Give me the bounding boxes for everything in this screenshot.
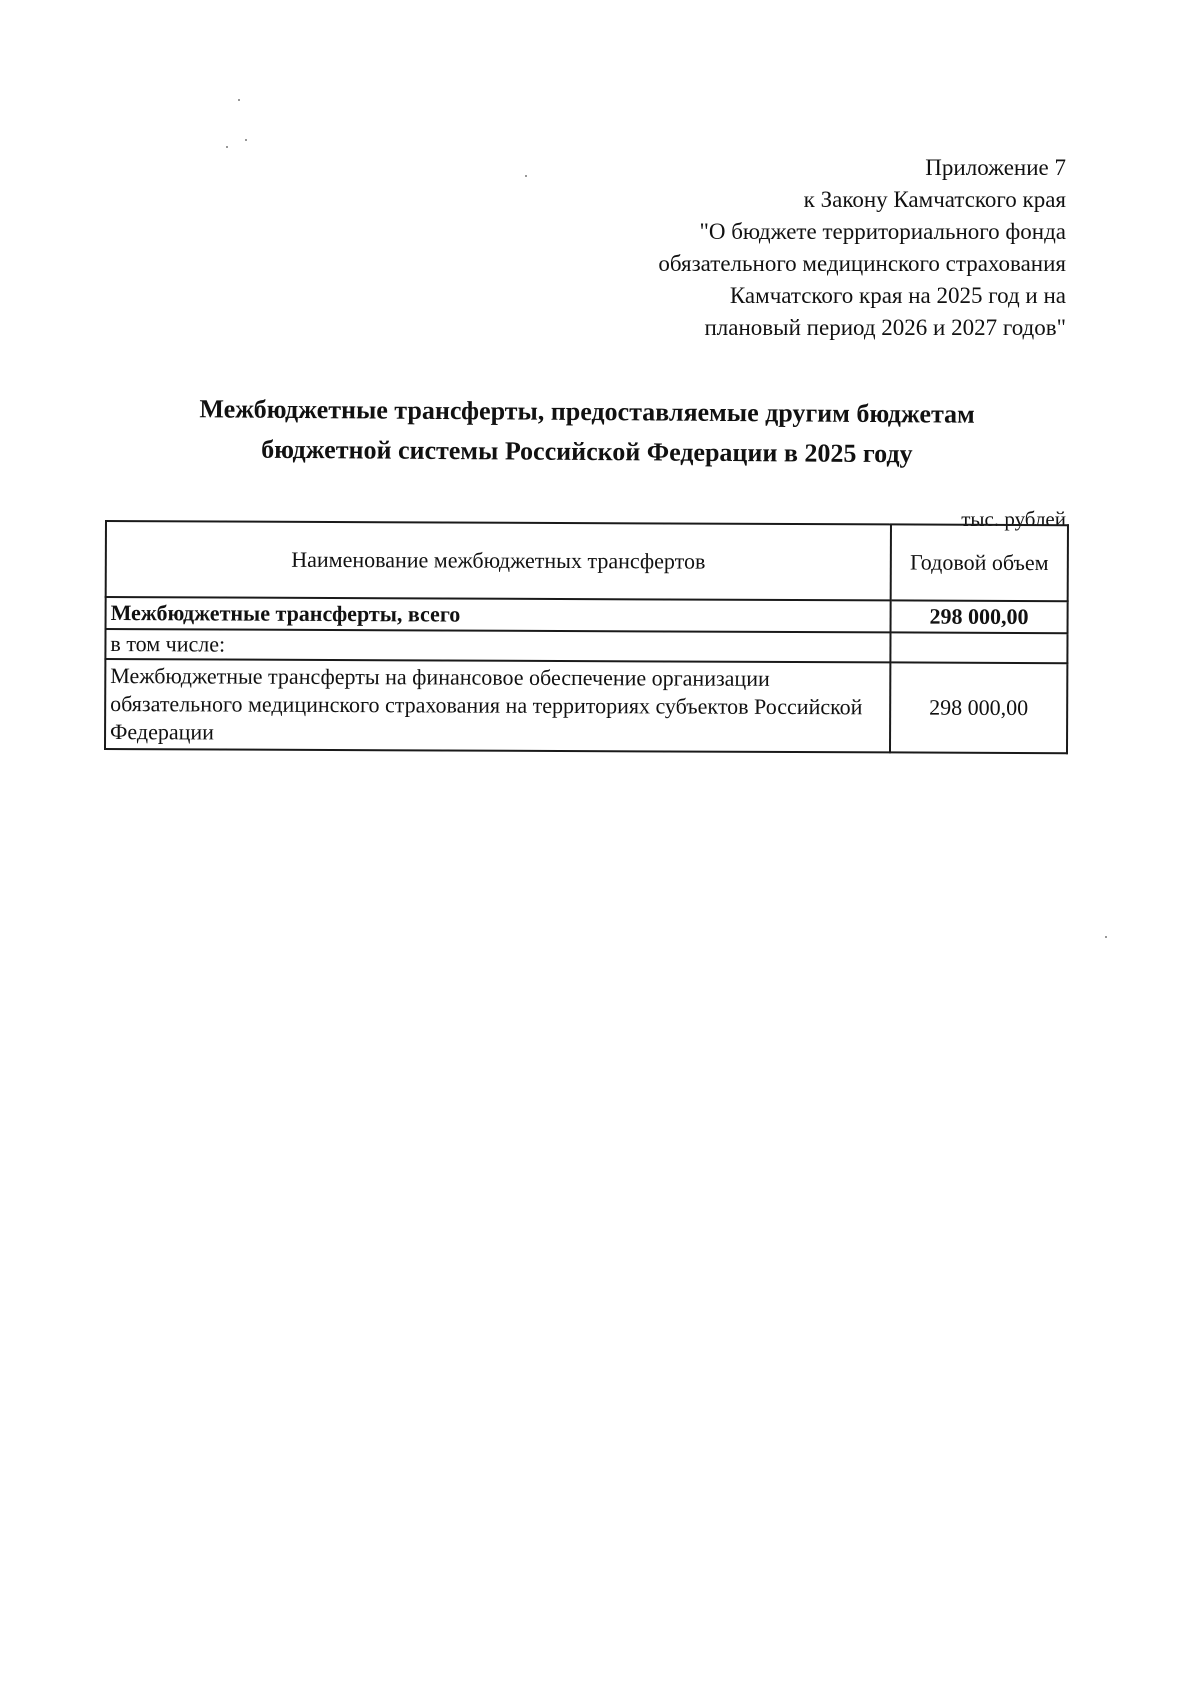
row-name: Межбюджетные трансферты на финансовое обеспечение организации обязательного медицинского страхования на территориях субъектов Российской Федерации	[105, 659, 890, 752]
row-volume: 298 000,00	[890, 662, 1067, 753]
appendix-line: Камчатского края на 2025 год и на	[729, 283, 1066, 308]
scan-speck	[245, 139, 247, 141]
title-line-2: бюджетной системы Российской Федерации в 2025 году	[261, 434, 913, 469]
header-volume: Годовой объем	[891, 524, 1068, 601]
appendix-line: к Закону Камчатского края	[803, 187, 1066, 212]
appendix-line: Приложение 7	[925, 155, 1066, 180]
title-line-1: Межбюджетные трансферты, предоставляемые другим бюджетам	[199, 394, 975, 429]
transfers-table	[104, 520, 1069, 754]
row-volume	[890, 632, 1067, 663]
row-volume: 298 000,00	[891, 600, 1068, 633]
document-title	[105, 389, 1070, 476]
scan-speck	[238, 99, 240, 101]
appendix-line: "О бюджете территориального фонда	[699, 219, 1066, 244]
header-name: Наименование межбюджетных трансфертов	[106, 521, 891, 600]
table-row	[105, 659, 1067, 753]
scan-speck	[226, 146, 228, 148]
table-row	[106, 597, 1068, 633]
row-name: Межбюджетные трансферты, всего	[106, 597, 891, 632]
scan-speck	[1105, 936, 1107, 938]
scan-speck	[525, 175, 527, 177]
table-row	[105, 629, 1067, 663]
appendix-line: плановый период 2026 и 2027 годов"	[704, 315, 1066, 340]
units-label: тыс. рублей	[961, 507, 1066, 531]
appendix-line: обязательного медицинского страхования	[658, 251, 1066, 276]
appendix-header	[546, 152, 1066, 344]
table-header-row	[106, 521, 1068, 601]
row-name: в том числе:	[105, 629, 890, 662]
